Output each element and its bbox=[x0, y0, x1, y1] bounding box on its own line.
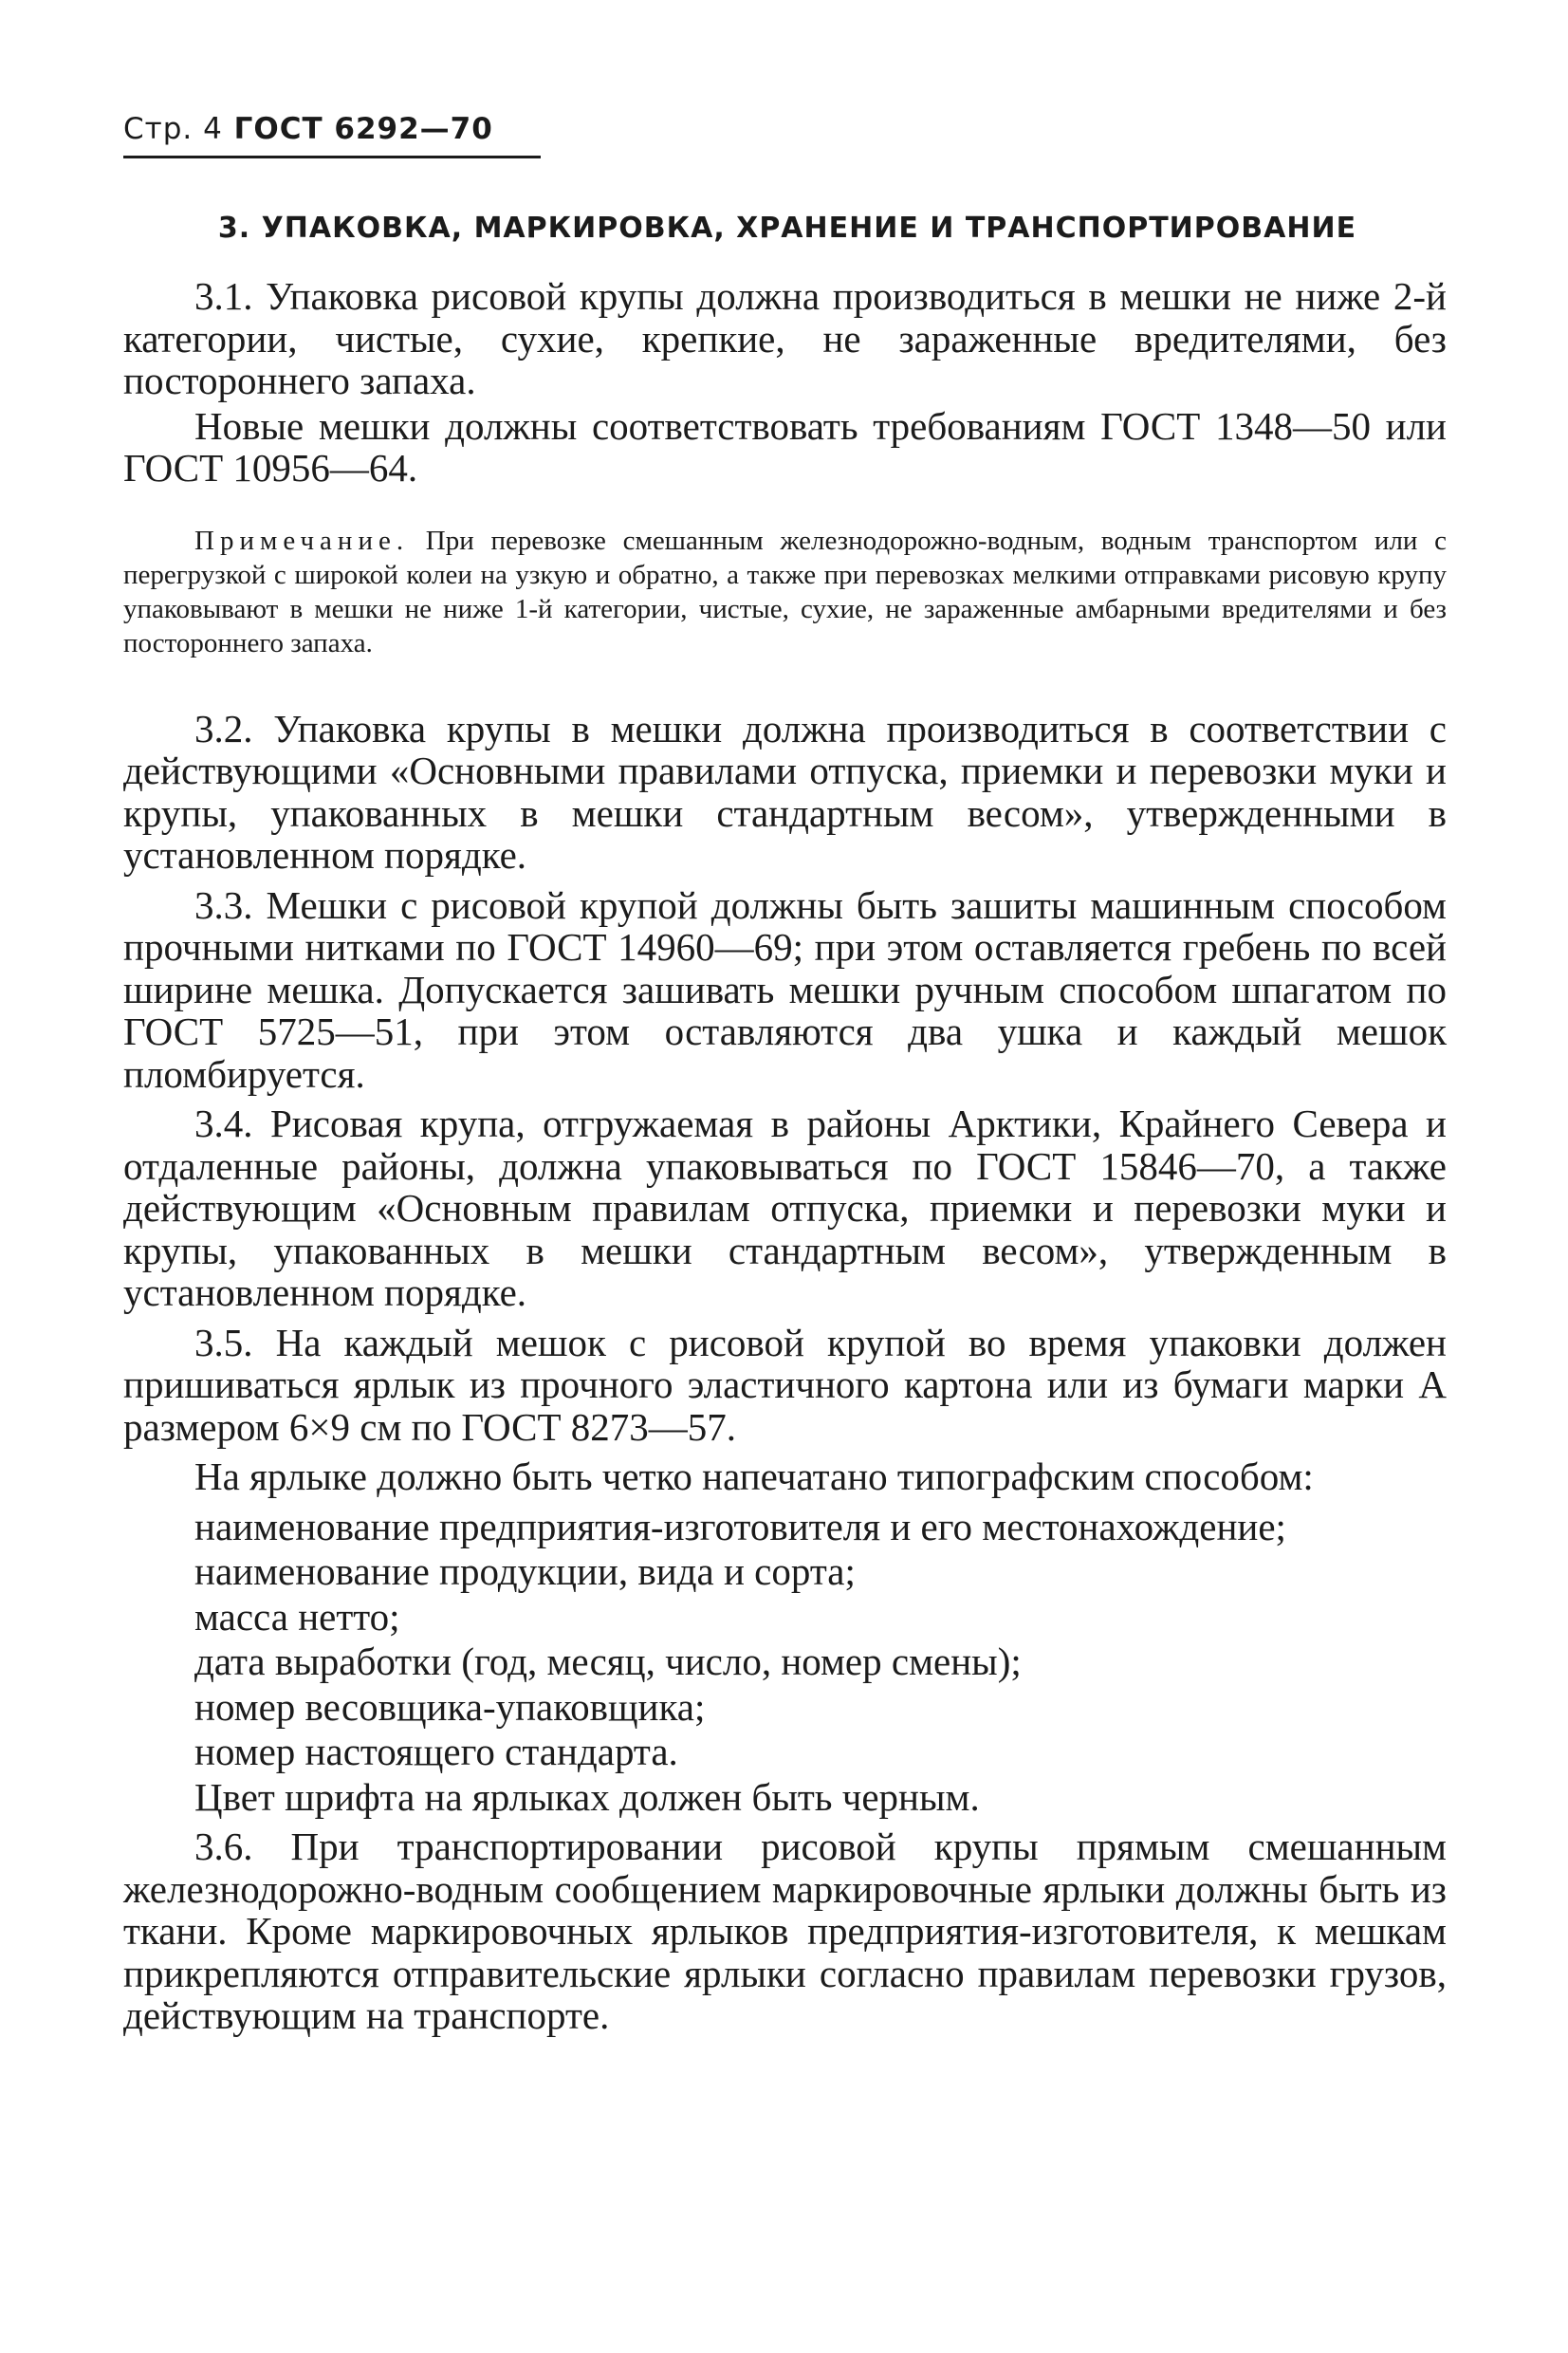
list-item: дата выработки (год, месяц, число, номер смены); bbox=[194, 1640, 1022, 1683]
paragraph-3-2: 3.2. Упаковка крупы в мешки должна производиться в соответствии с действующими «Основными правилами отпуска, приемки и перевозки муки и крупы, упакованных в мешки стандартным весом», утвержденными в установленном порядке. bbox=[123, 706, 1447, 877]
paragraph-3-5: 3.5. На каждый мешок с рисовой крупой во время упаковки должен пришиваться ярлык из прочного эластичного картона или из бумаги марки А размером 6×9 см по ГОСТ 8273—57. bbox=[123, 1320, 1447, 1449]
list-item: наименование предприятия-изготовителя и его местонахождение; bbox=[194, 1504, 1286, 1548]
note bbox=[123, 524, 1447, 660]
list-item: номер весовщика-упаковщика; bbox=[194, 1684, 706, 1729]
standard-number: ГОСТ 6292—70 bbox=[233, 112, 493, 146]
list-item: масса нетто; bbox=[194, 1594, 400, 1639]
paragraph-3-3: 3.3. Мешки с рисовой крупой должны быть зашиты машинным способом прочными нитками по ГОСТ 14960—69; при этом оставляется гребень по всей ширине мешка. Допускается зашивать мешки ручным способом шпагатом по ГОСТ 5725—51, при этом оставляются два ушка и каждый мешок пломбируется. bbox=[123, 882, 1447, 1096]
header-divider bbox=[123, 156, 541, 158]
paragraph-3-4: 3.4. Рисовая крупа, отгружаемая в районы Арктики, Крайнего Севера и отдаленные районы, должна упаковываться по ГОСТ 15846—70, а также действующим «Основным правилам отпуска, приемки и перевозки муки и крупы, упакованных в мешки стандартным весом», утвержденным в установленном порядке. bbox=[123, 1102, 1447, 1314]
paragraph-3-1: 3.1. Упаковка рисовой крупы должна производиться в мешки не ниже 2-й категории, чистые, сухие, крепкие, не зараженные вредителями, без постороннего запаха. bbox=[123, 274, 1447, 402]
paragraph-3-6: 3.6. При транспортировании рисовой крупы прямым смешанным железнодорожно-водным сообщением маркировочные ярлыки должны быть из ткани. Кроме маркировочных ярлыков предприятия-изготовителя, к мешкам прикрепляются отправительские ярлыки согласно правилам перевозки грузов, действующим на транспорте. bbox=[123, 1825, 1447, 2037]
page-header bbox=[123, 112, 493, 146]
note-text: При перевозке смешанным железнодорожно-водным, водным транспортом или с перегрузкой с широкой колеи на узкую и обратно, а также при перевозках мелкими отправками рисовую крупу упаковывают в мешки не ниже 1-й категории, чистые, сухие, не зараженные амбарными вредителями и без постороннего запаха. bbox=[123, 525, 1448, 658]
paragraph-3-5-label-text: На ярлыке должно быть четко напечатано типографским способом: bbox=[194, 1454, 1314, 1498]
paragraph-3-1-new-bags: Новые мешки должны соответствовать требованиям ГОСТ 1348—50 или ГОСТ 10956—64. bbox=[123, 403, 1447, 490]
section-title: 3. УПАКОВКА, МАРКИРОВКА, ХРАНЕНИЕ И ТРАНСПОРТИРОВАНИЕ bbox=[217, 212, 1357, 245]
list-item: номер настоящего стандарта. bbox=[194, 1730, 678, 1773]
paragraph-3-5-font-color: Цвет шрифта на ярлыках должен быть черным. bbox=[194, 1774, 980, 1819]
note-label: Примечание. bbox=[194, 525, 410, 556]
page-number: Стр. 4 bbox=[123, 112, 223, 146]
list-item: наименование продукции, вида и сорта; bbox=[194, 1549, 856, 1593]
document-body bbox=[123, 275, 1447, 2045]
